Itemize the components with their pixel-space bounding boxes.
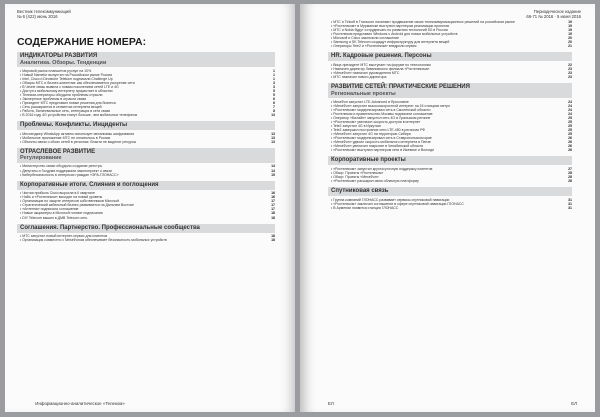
toc-entry-text: • Доступ к мобильному интернету прирастает в областях	[20, 88, 113, 93]
toc-entry-text: • Intel, Cisco и Deutsche Telekom подписали Challenge Up	[20, 76, 113, 81]
toc-page-number: 20	[568, 36, 572, 41]
left-page-footer: Информационно-аналитическое «Телеком»	[17, 401, 125, 406]
section-title: Корпоративные итоги. Слияния и поглощения	[20, 181, 159, 188]
toc-entry-text: • МТС назначил нового директора	[331, 75, 387, 80]
toc-page-number: 26	[568, 136, 572, 141]
toc-page-number: 23	[568, 75, 572, 80]
toc-page-number: 6	[273, 100, 275, 105]
toc-entry	[17, 140, 275, 144]
section-gap	[328, 210, 572, 214]
right-page-footer-left: ЕЛ	[328, 401, 334, 406]
toc-page-number: 27	[568, 166, 572, 171]
toc-page-number: 18	[271, 215, 275, 220]
toc-entry-text: • Мессенджер WhatsApp активно использует механизмы шифрования	[20, 131, 135, 136]
toc-page-number: 28	[568, 179, 572, 184]
toc-entry-text: • Президент МТС представил новые решения для бизнеса	[20, 100, 116, 105]
toc-entry-text: • «Ростелеком» модернизировал сеть в Смоленской области	[331, 107, 431, 112]
toc-entry-text: • Samsung и SK Telecom создадут инфраструктуру для интернета вещей	[331, 40, 450, 45]
section-title: ИНДИКАТОРЫ РАЗВИТИЯ	[20, 53, 98, 59]
section-header	[17, 121, 275, 130]
toc-entry	[328, 148, 572, 152]
toc-entry-text: • МТС и Tinkoff в Transcom начинают продвижение своих телекоммуникационных решений на российском рынке	[331, 20, 515, 24]
toc-entry-text: • Кибербезопасность в интересах граждан «ЭРА-ГЛОНАСС»	[20, 172, 119, 177]
toc-entry-text: • Новые акционеры в Microsoft готовят подписания	[20, 211, 103, 216]
right-page-footer-right: ЕЛ	[571, 401, 577, 406]
toc-page-number: 26	[568, 140, 572, 145]
toc-page-number: 1	[273, 76, 275, 81]
toc-page-number: 3	[273, 84, 275, 89]
toc-page-number: 22	[568, 62, 572, 67]
toc-entry-text: • Мобильное приложение МТС не оплатилось в России	[20, 135, 111, 140]
toc-page-number: 26	[568, 148, 572, 153]
right-page	[300, 4, 595, 412]
section-title: HR. Кадровые решения. Персоны	[331, 53, 432, 60]
toc-page-number: 14	[271, 164, 275, 169]
toc-entry	[17, 113, 275, 117]
toc-entry-text: • Обзор: Проекты «МегаФон»	[331, 175, 379, 179]
toc-entry-text: • Оператор «Билайн» запустил сеть 4G в Уральском регионе	[331, 115, 431, 120]
section-gap	[17, 242, 275, 246]
toc-page-number: 13	[271, 131, 275, 136]
toc-entry-text: • Министерство связи обсудило создание реестра	[20, 164, 102, 169]
toc-entry-text: • Вице-президент МТС выступает на форуме по технологиям	[331, 62, 431, 67]
toc-page-number: 19	[568, 28, 572, 33]
toc-entry-text: • Tele2 запустил 4G в Иркутске	[331, 123, 382, 128]
toc-page-number: 24	[568, 99, 572, 104]
toc-page-number: 25	[568, 115, 572, 120]
toc-page-number: 25	[568, 128, 572, 133]
toc-entry-text: • Операторы Tele2 и «Ростелеком» внедрили сервис	[331, 44, 417, 49]
page-title: СОДЕРЖАНИЕ НОМЕРА:	[17, 36, 147, 48]
toc-page-number: 17	[271, 203, 275, 208]
section-header	[17, 52, 275, 67]
toc-page-number: 5	[273, 88, 275, 93]
section-title: Спутниковая связь	[331, 188, 389, 195]
section-title: РАЗВИТИЕ СЕТЕЙ: ПРАКТИЧЕСКИЕ РЕШЕНИЯ	[331, 84, 470, 91]
toc-entry-text: • «Ростелеком» модернизировал сеть в Ставропольском крае	[331, 136, 432, 141]
section-title: ОТРАСЛЕВОЕ РАЗВИТИЕ	[20, 148, 96, 155]
toc-page-number: 17	[271, 199, 275, 204]
toc-page-number: 20	[568, 40, 572, 45]
section-title: Корпоративные проекты	[331, 157, 406, 164]
toc-page-number: 28	[568, 175, 572, 179]
section-subtitle: Аналитика. Обзоры. Тенденции	[20, 59, 107, 66]
toc-entry-text: • «МегаФон» запустил 4G на территории Сибири	[331, 132, 411, 137]
toc-entry-text: • Экспертные проблемы в отрасли связи	[20, 96, 87, 101]
toc-entry-text: • «МегаФон» запустил высокоскоростной интернет на 15 станциях метро	[331, 103, 450, 108]
toc-page-number: 25	[568, 119, 572, 124]
toc-page-number: 18	[271, 238, 275, 243]
left-header-line: № 6 (422) июнь 2016	[17, 14, 58, 19]
toc-entry-text: • Депутаты и Госдума поддержали законопроект о связи	[20, 168, 112, 173]
toc-entry-text: • Обзоры МТС и бизнес-клиентам: как обеспечивается ускорение сети	[20, 80, 135, 85]
toc-entry	[17, 216, 275, 220]
toc-page-number: 14	[271, 168, 275, 173]
toc-entry-text: • Стратегический кабельный бизнес развивается на Дальнем Востоке	[20, 203, 134, 208]
section-header	[328, 156, 572, 165]
toc-page-number: 19	[568, 20, 572, 24]
toc-entry-text: • Ростелеком и правительство Москвы подписали соглашение	[331, 111, 433, 116]
left-toc	[17, 52, 275, 246]
toc-entry-text: • «Ростелеком» в Мурманске выступил партнером реализации проектов	[331, 24, 450, 29]
toc-entry-text: • В Армении появится станция ГЛОНАСС	[331, 205, 399, 210]
toc-page-number: 1	[273, 68, 275, 73]
toc-entry-text: • Объекты связи о сбоях сетей в регионах: Власти не выделят ресурсы	[20, 139, 137, 144]
toc-page-number: 31	[568, 201, 572, 206]
toc-page-number: 5	[273, 92, 275, 97]
toc-entry-text: • «Ростелеком» запустил круглосуточную поддержку клиентов	[331, 166, 433, 171]
toc-entry-text: • «МегаФон» удвоил скорость мобильного интернета в Пензе	[331, 140, 431, 145]
left-header-line: Вестник телекоммуникаций	[17, 9, 71, 14]
toc-entry-text: • МегаФон запустил LTE-Advanced в Ярославле	[331, 99, 409, 104]
toc-page-number: 23	[568, 66, 572, 71]
toc-page-number: 26	[568, 144, 572, 149]
section-header	[17, 181, 275, 190]
toc-entry-text: • Сеть расширяется в сегментах интернета вещей	[20, 105, 102, 110]
toc-entry-text: • Организация совместно с МегаФоном обеспечивает безопасность мобильных устройств	[20, 238, 167, 243]
toc-entry-text: • «Ростелеком» заключил соглашение в сфере спутниковой навигации ГЛОНАСС	[331, 201, 464, 206]
toc-entry-text: • «Ростелеком» расширил свою облачную платформу	[331, 179, 419, 184]
toc-page-number: 24	[568, 103, 572, 108]
toc-page-number: 19	[568, 24, 572, 29]
toc-page-number: 1	[273, 72, 275, 77]
toc-entry-text: • «Ростелеком» выступил партнером сети в Ижевске и Вологде	[331, 148, 435, 153]
toc-entry-text: • Ростелеком представил Windows с Android для новых мобильных устройств	[331, 32, 458, 37]
toc-entry	[17, 173, 275, 177]
toc-page-number: 18	[271, 211, 275, 216]
toc-page-number: 13	[271, 139, 275, 144]
toc-entry-text: • В Чечне связь вывела с новым поколением сетей LTE и 4G	[20, 84, 119, 89]
section-header	[17, 148, 275, 163]
toc-page-number: 21	[568, 44, 572, 49]
toc-entry-text: • «Антенна» подписала соглашение	[20, 207, 79, 212]
toc-entry-text: • «МегаФон» увеличил покрытие в Челябинской области	[331, 144, 424, 149]
toc-entry-text: • Чистая прибыль Cisco выросла в II квартале	[20, 191, 95, 196]
left-page-header	[17, 9, 71, 19]
toc-page-number: 25	[568, 123, 572, 128]
toc-entry-text: • Новый Namefor выпустил на Российском рынке Россия	[20, 72, 113, 77]
toc-page-number: 16	[271, 191, 275, 196]
toc-entry-text: • Обзор: Проекты «Ростелеком»	[331, 170, 384, 175]
toc-entry-text: • В 2016 году 4G устройства станут больше, чем мобильных телефонов	[20, 113, 138, 118]
toc-page-number: 31	[568, 197, 572, 202]
toc-entry	[328, 44, 572, 48]
toc-entry	[328, 206, 572, 210]
toc-entry-text: • Организация по защите интересов собственников Microsoft	[20, 199, 120, 204]
right-toc	[328, 20, 572, 214]
toc-page-number: 6	[273, 96, 275, 101]
toc-page-number: 3	[273, 80, 275, 85]
toc-entry-text: • Tele2 завершил построение сети LTE-450 в регионах РФ	[331, 128, 426, 133]
toc-entry-text: • Группа компаний ГЛОНАСС развивает сервисы спутниковой навигации	[331, 197, 450, 202]
toc-entry-text: • DIY Telecom вышел в ДМВ Telecom сеть	[20, 215, 88, 220]
section-header	[17, 224, 275, 233]
toc-page-number: 24	[568, 111, 572, 116]
toc-entry-text: • Назначен директор Ливановского филиала «Ростелекома»	[331, 66, 430, 71]
section-header	[328, 52, 572, 61]
toc-page-number: 19	[568, 32, 572, 37]
toc-entry-text: • «Ростелеком» увеличил скорость доступа в интернет	[331, 119, 421, 124]
toc-entry-text: • МТС и Nokia будут сотрудничать по развитию технологий 5G в России	[331, 28, 448, 33]
toc-entry	[328, 75, 572, 79]
toc-entry	[328, 179, 572, 183]
section-title: Соглашения. Партнерство. Профессиональные сообщества	[20, 224, 200, 231]
right-header-line: 66-71 № 2016 · 5 июня 2016	[526, 14, 581, 19]
section-header	[328, 83, 572, 98]
toc-entry-text: • Microsoft и Cisco заключили соглашение	[331, 36, 399, 41]
toc-page-number: 24	[568, 107, 572, 112]
toc-page-number: 8	[273, 109, 275, 114]
toc-page-number: 17	[271, 207, 275, 212]
toc-page-number: 23	[568, 71, 572, 76]
section-title: Проблемы. Конфликты. Инциденты	[20, 122, 128, 129]
section-header	[328, 187, 572, 196]
left-page	[5, 4, 295, 412]
toc-page-number: 13	[271, 135, 275, 140]
section-subtitle: Регулирование	[20, 155, 62, 162]
toc-entry-text: • МТС запустил новый интернет-сервис для клиентов	[20, 234, 108, 239]
toc-page-number: 18	[271, 234, 275, 239]
toc-page-number: 13	[271, 113, 275, 118]
right-page-header	[526, 9, 581, 19]
toc-page-number: 15	[271, 172, 275, 177]
toc-entry-text: • Работа, билингвальные сеть, интеграция в сети связи	[20, 109, 111, 114]
toc-page-number: 31	[568, 205, 572, 210]
toc-entry-text: • Телеком-операторы обсудили проблемы отрасли	[20, 92, 103, 97]
section-subtitle: Региональные проекты	[331, 90, 396, 97]
toc-page-number: 25	[568, 132, 572, 137]
toc-entry	[17, 238, 275, 242]
toc-entry-text: • Мировой рынок планшетов рухнул на 10%	[20, 68, 92, 73]
right-header-line: Периодическое издание	[533, 9, 581, 14]
toc-page-number: 28	[568, 170, 572, 175]
toc-entry-text: • Hollis и «Ростелеком» выходят на новый уровень	[20, 195, 103, 200]
toc-page-number: 7	[273, 105, 275, 110]
toc-entry-text: • «МегаФон» назначил руководителя МТС	[331, 71, 400, 76]
toc-page-number: 16	[271, 195, 275, 200]
